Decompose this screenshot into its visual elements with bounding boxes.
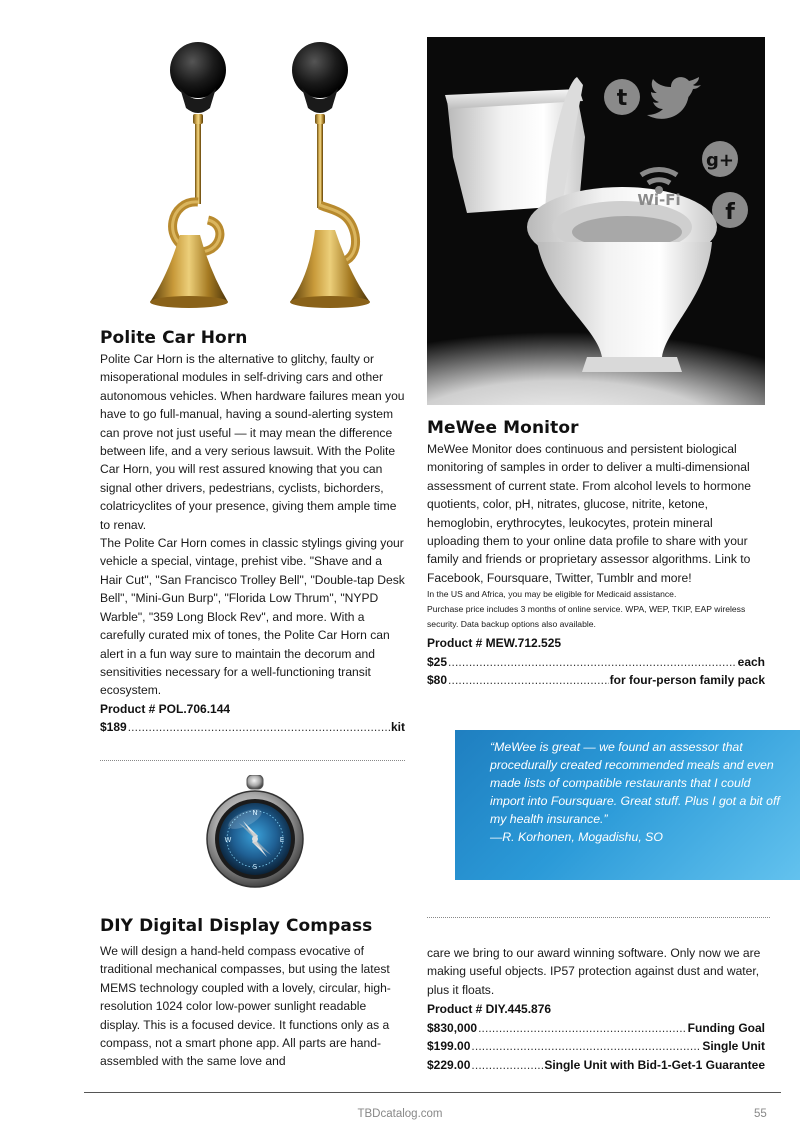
horn-price-row	[100, 718, 405, 737]
price-label: Single Unit with Bid-1-Get-1 Guarantee	[544, 1057, 765, 1072]
divider-left	[100, 760, 405, 761]
price-value: $830,000	[427, 1020, 478, 1035]
footer-rule	[84, 1092, 781, 1093]
price-leader	[471, 1037, 701, 1056]
wifi-icon-label: Wi-Fi	[637, 191, 681, 209]
divider-right	[427, 917, 770, 918]
price-leader	[478, 1019, 687, 1038]
compass-product-number: Product # DIY.445.876	[427, 1002, 552, 1017]
testimonial-attribution: —R. Korhonen, Mogadishu, SO	[490, 830, 663, 844]
compass-w-label: W	[224, 836, 232, 844]
price-leader	[128, 718, 390, 737]
facebook-icon-glyph: f	[725, 200, 735, 225]
price-value: $80	[427, 673, 448, 688]
horn-right	[290, 42, 370, 308]
price-label: kit	[390, 720, 405, 735]
price-value: $25	[427, 654, 448, 669]
price-leader	[448, 653, 737, 672]
compass-price-row	[427, 1056, 765, 1075]
footer-url[interactable]: TBDcatalog.com	[357, 1108, 443, 1120]
monitor-product-number: Product # MEW.712.525	[427, 636, 562, 651]
compass-price-row	[427, 1019, 765, 1038]
monitor-title: MeWee Monitor	[427, 418, 579, 438]
price-label: Single Unit	[702, 1039, 765, 1054]
horn-title: Polite Car Horn	[100, 328, 248, 348]
price-label: Funding Goal	[687, 1020, 765, 1035]
tumblr-icon	[604, 79, 640, 115]
price-value: $229.00	[427, 1057, 471, 1072]
monitor-price-row	[427, 671, 765, 690]
testimonial-quote: “MeWee is great — we found an assessor that procedurally created recommended meals and even made lists of compatible restaurants that I could import into Foursquare. Great stuff. Plus I got a bit off my health insurance.”	[490, 740, 780, 826]
compass-title: DIY Digital Display Compass	[100, 916, 373, 936]
page-number: 55	[754, 1108, 767, 1120]
price-value: $189	[100, 720, 127, 735]
price-label: for four-person family pack	[609, 673, 765, 688]
horn-left	[150, 42, 228, 308]
price-label: each	[737, 654, 765, 669]
price-leader	[448, 671, 609, 690]
mewee-toilet-photo	[427, 37, 765, 405]
monitor-section	[427, 418, 765, 690]
price-value: $199.00	[427, 1039, 471, 1054]
monitor-price-row	[427, 653, 765, 672]
compass-image	[205, 775, 305, 893]
google-plus-icon	[702, 141, 738, 177]
horn-description: Polite Car Horn is the alternative to glitchy, faulty or misoperational modules in self-driving cars and other autonomous vehicles. When hardware failures mean you have to go full-manual, having a sound-alerting system can prove not just useful — it may mean the difference between life, and a very serious lawsuit. With the Polite Car Horn, you will rest assured knowing that you can signal other drivers, pedestrians, cyclists, bichorders, colatricyclites of your presence, giving them ample time to renav.	[100, 352, 405, 532]
testimonial-text-block	[490, 738, 780, 846]
compass-n-label: N	[252, 809, 258, 817]
monitor-fine-print-1: In the US and Africa, you may be eligible for Medicaid assistance.	[427, 589, 677, 600]
compass-s-label: S	[252, 863, 258, 871]
horn-product-number: Product # POL.706.144	[100, 701, 231, 716]
horn-description-2: The Polite Car Horn comes in classic stylings giving your vehicle a special, vintage, prehist vibe. "Shave and a Hair Cut", "San Francisco Trolley Bell", "Double-tap Desk Bell", "Mini-Gun Burp", "Florida Low Thrum", "NYPD Warble", "359 Long Block Rev", and more. With a carefully curated mix of tones, the Polite Car Horn can alert in a fun way sure to maintain the decorum and sensitivities necessary for a well-functioning transit ecosystem.	[100, 536, 405, 698]
horn-section	[100, 328, 405, 737]
facebook-icon	[712, 192, 748, 228]
compass-description-right: care we bring to our award winning software. Only now we are making useful objects. IP57 protection against dust and water, plus it floats.	[427, 946, 761, 997]
price-leader	[471, 1056, 543, 1075]
compass-description-left: We will design a hand-held compass evocative of traditional mechanical compasses, but using the latest MEMS technology coupled with a lovely, circular, high-resolution 1024 color low-power sunlight readable display. This is a focused device. It functions only as a compass, not a smart phone app. All parts are hand-assembled with the same love and	[100, 944, 391, 1069]
tumblr-icon-glyph: t	[616, 86, 628, 111]
compass-price-row	[427, 1037, 765, 1056]
car-horn-image	[150, 40, 380, 310]
monitor-description: MeWee Monitor does continuous and persistent biological monitoring of samples in order to deliver a multi-dimensional assessment of current state. From alcohol levels to hormone quotients, color, pH, nitrates, glucose, nitrite, ketone, hemoglobin, erythrocytes, leukocytes, protein mineral uploading them to your online data profile to share with your family and friends or proprietary assessor algorithms. Link to Facebook, Foursquare, Twitter, Tumblr and more!	[427, 442, 751, 585]
compass-section-continued	[427, 944, 765, 1074]
compass-section	[100, 916, 405, 1071]
compass-e-label: E	[279, 836, 285, 844]
monitor-fine-print-2: Purchase price includes 3 months of online service. WPA, WEP, TKIP, EAP wireless security. Data backup options also available.	[427, 604, 746, 630]
google-plus-icon-glyph: g+	[706, 150, 734, 171]
